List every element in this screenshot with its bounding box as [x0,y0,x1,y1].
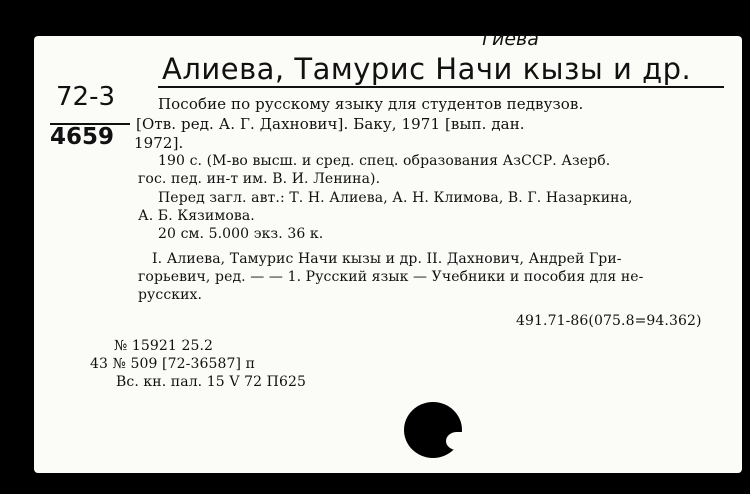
handwritten-author: Алиева, Тамурис Начи кызы и др. [162,52,692,86]
author-underline [158,86,724,88]
footer-chamber: Вс. кн. пал. 15 V 72 П625 [116,374,307,390]
tracing-line-2: горьевич, ред. — — 1. Русский язык — Учебники и пособия для не- [138,269,644,285]
size-line: 20 см. 5.000 экз. 36 к. [158,226,324,242]
call-number-bottom: 4659 [50,124,115,150]
tracing-line: I. Алиева, Тамурис Начи кызы и др. II. Дахнович, Андрей Гри- [152,251,622,267]
footer-order: 43 № 509 [72-36587] п [90,356,256,372]
tracing-line-3: русских. [138,287,203,303]
pages-line: 190 с. (М-во высш. и сред. спец. образования АзССР. Азерб. [158,153,611,169]
catalog-card [34,28,742,473]
year-line: 1972]. [134,134,184,152]
authors-cont-line: А. Б. Кязимова. [138,208,255,224]
call-number-top: 72-3 [56,82,116,112]
punch-hole-notch [446,432,468,450]
authors-line: Перед загл. авт.: Т. Н. Алиева, А. Н. Климова, В. Г. Назаркина, [158,190,633,206]
handwritten-correction: гиева [482,28,539,50]
classification-number: 491.71-86(075.8=94.362) [516,313,702,329]
editor-line: [Отв. ред. А. Г. Дахнович]. Баку, 1971 [вып. дан. [136,115,525,133]
title-line: Пособие по русскому языку для студентов педвузов. [158,95,584,113]
footer-number: № 15921 25.2 [114,338,214,354]
institute-line: гос. пед. ин-т им. В. И. Ленина). [138,171,381,187]
